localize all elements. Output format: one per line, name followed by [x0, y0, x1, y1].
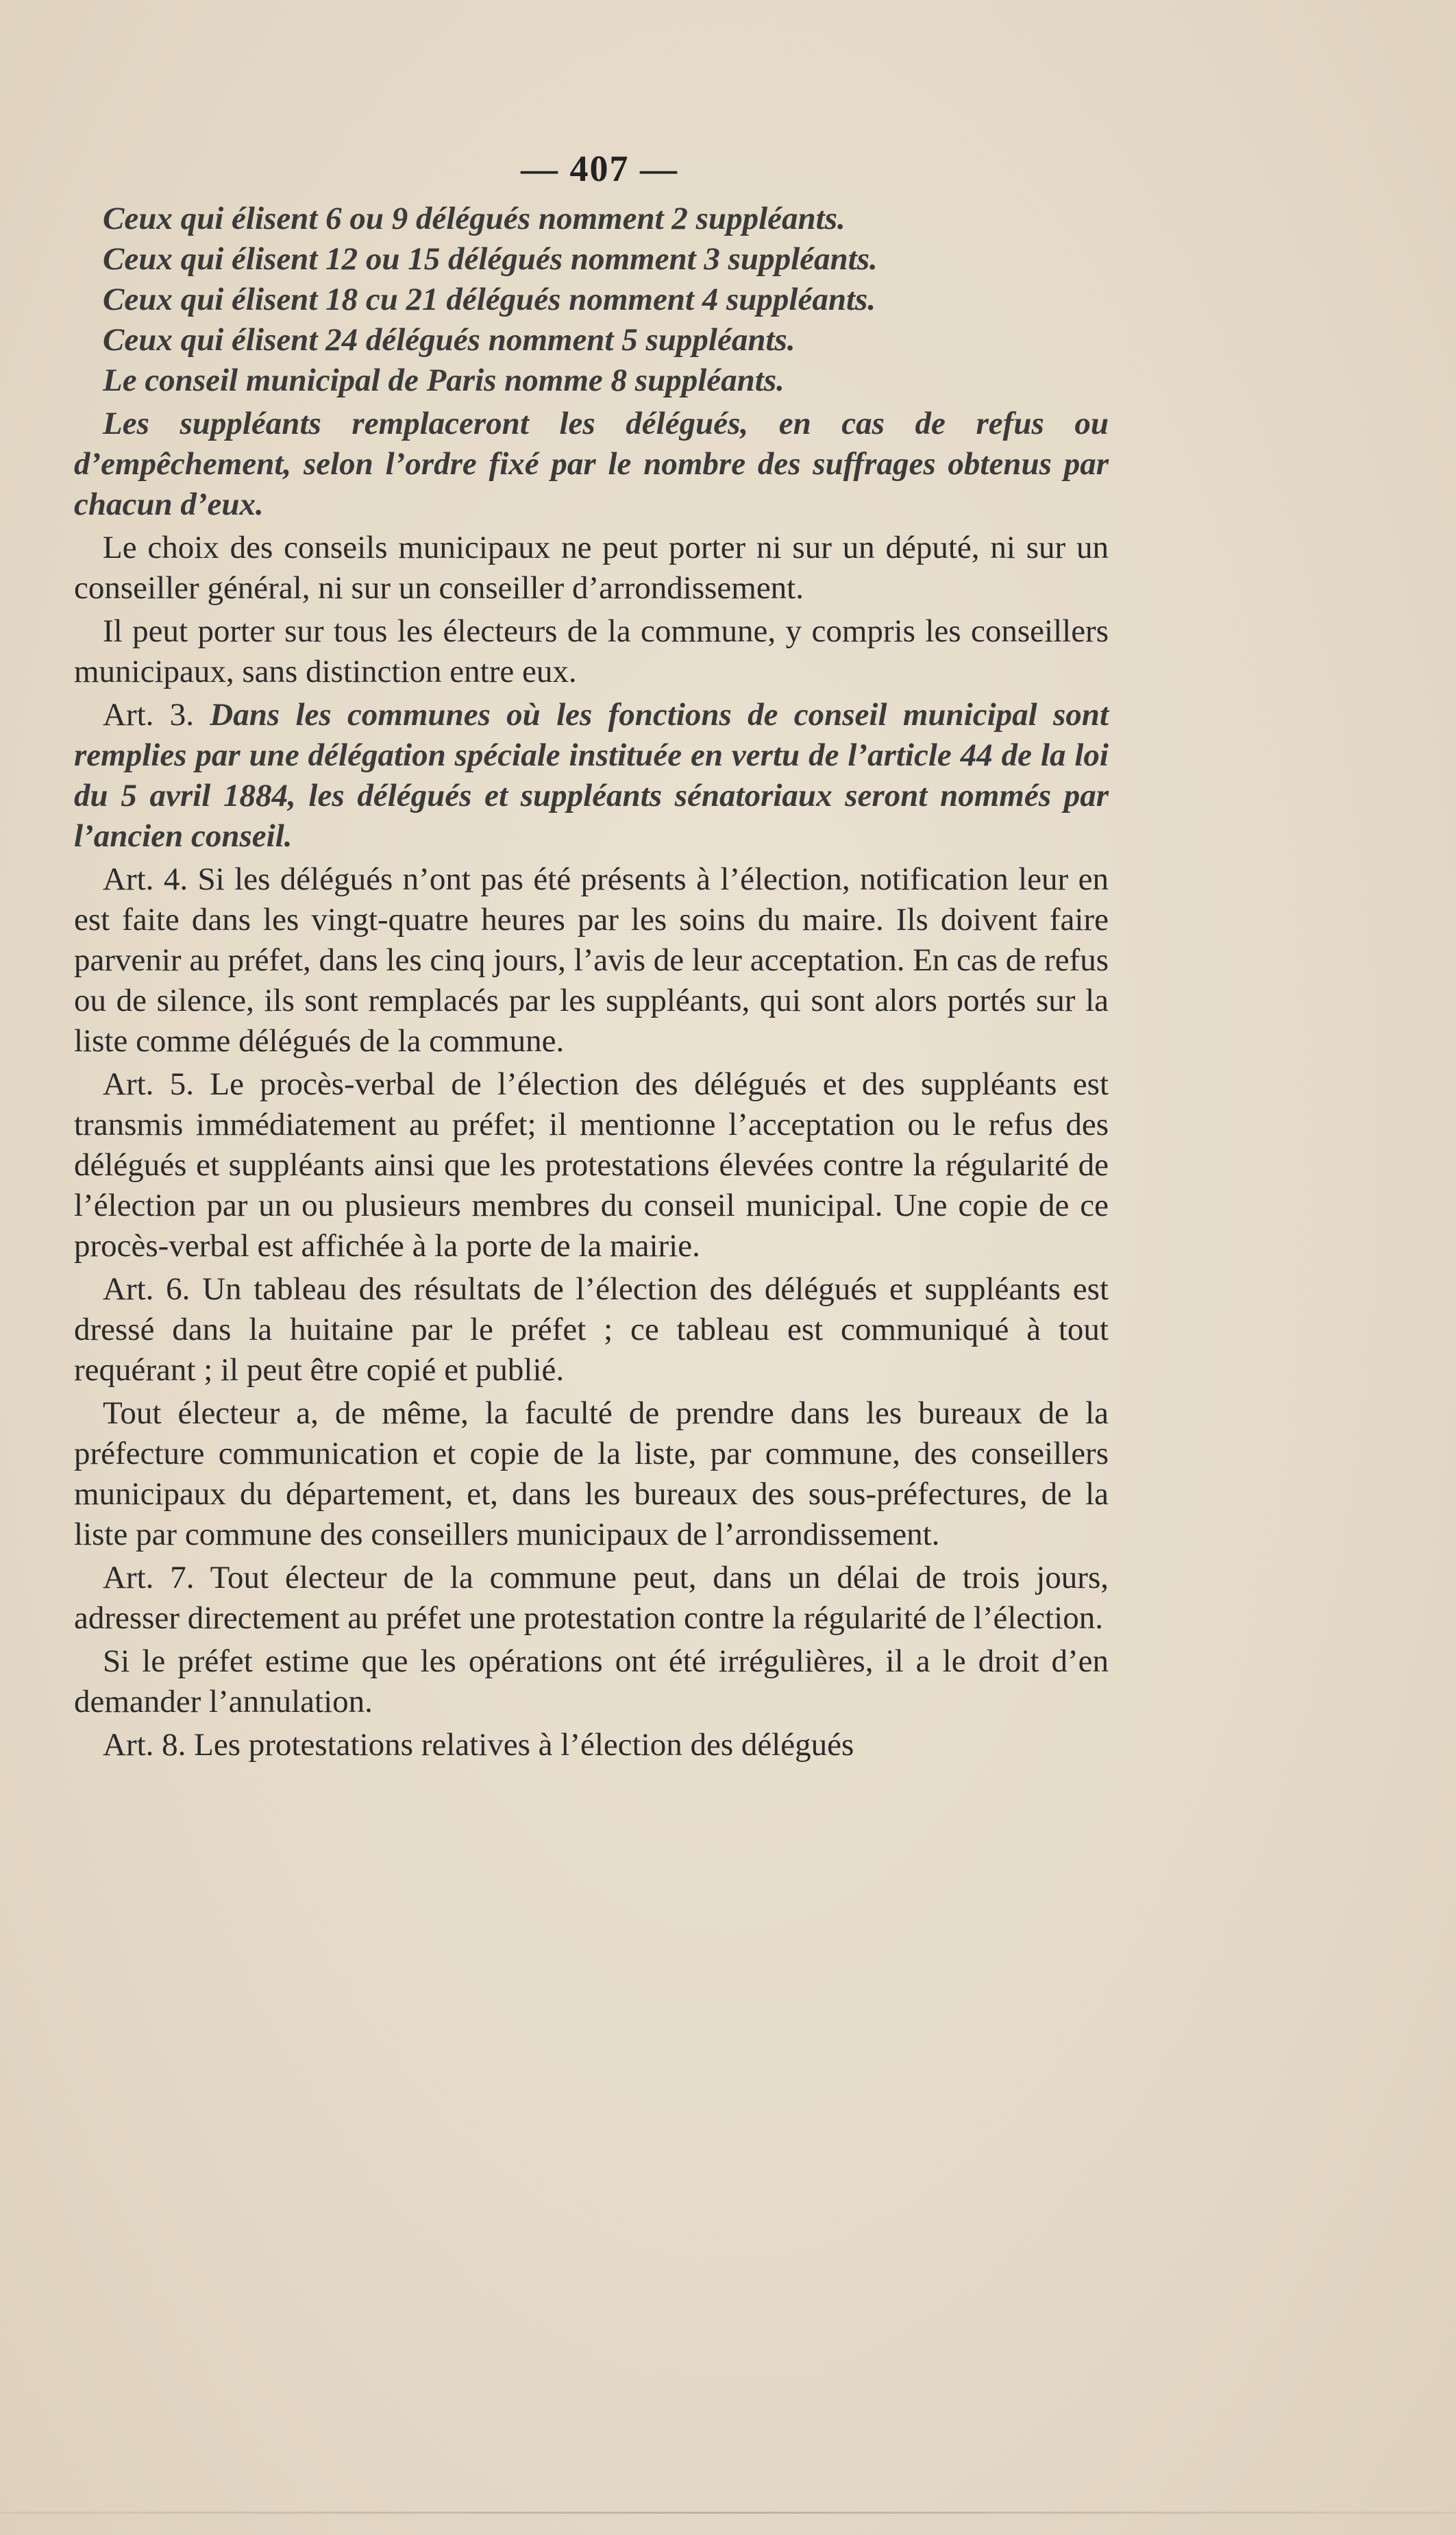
intro-line-2: Ceux qui élisent 12 ou 15 délégués nomment 3 suppléants.	[103, 241, 878, 277]
article-6	[74, 1269, 1109, 1391]
article-8	[74, 1725, 1109, 1765]
article-7-text: Tout électeur de la commune peut, dans un délai de trois jours, adresser directement au préfet une protestation contre la régularité de l’élection.	[74, 1560, 1109, 1636]
article-5	[74, 1064, 1109, 1266]
article-4	[74, 859, 1109, 1062]
article-7-label: Art. 7.	[103, 1560, 195, 1595]
intro-line-1: Ceux qui élisent 6 ou 9 délégués nomment 2 suppléants.	[103, 201, 846, 236]
page-bottom-edge	[0, 2512, 1456, 2514]
paragraph-porter: Il peut porter sur tous les électeurs de la commune, y compris les conseillers municipaux, sans distinction entre eux.	[74, 613, 1109, 689]
article-6-label: Art. 6.	[103, 1271, 190, 1307]
page-number: — 407 —	[521, 148, 678, 189]
article-8-text: Les protestations relatives à l’élection des délégués	[194, 1727, 854, 1763]
document-body	[74, 199, 1109, 1765]
paragraph-electeur: Tout électeur a, de même, la faculté de prendre dans les bureaux de la préfecture communication et copie de la liste, par commune, des conseillers municipaux du département, et, dans les bureaux des sous-préfectures, de la liste par commune des conseillers municipaux de l’arrondissement.	[74, 1395, 1109, 1552]
paragraph-choix: Le choix des conseils municipaux ne peut porter ni sur un député, ni sur un conseiller général, ni sur un conseiller d’arrondissement.	[74, 530, 1109, 606]
article-3-text: Dans les communes où les fonctions de conseil municipal sont remplies par une délégation spéciale instituée en vertu de l’article 44 de la loi du 5 avril 1884, les délégués et suppléants sénatoriaux seront nommés par l’ancien conseil.	[74, 697, 1109, 854]
paragraph-prefet: Si le préfet estime que les opérations ont été irrégulières, il a le droit d’en demander l’annulation.	[74, 1643, 1109, 1719]
intro-line-5: Le conseil municipal de Paris nomme 8 suppléants.	[103, 363, 785, 398]
paragraph-suppleants: Les suppléants remplaceront les délégués, en cas de refus ou d’empêchement, selon l’ordre fixé par le nombre des suffrages obtenus par chacun d’eux.	[74, 406, 1109, 522]
article-4-label: Art. 4.	[103, 861, 188, 897]
article-7	[74, 1558, 1109, 1639]
article-5-text: Le procès-verbal de l’élection des délégués et des suppléants est transmis immédiatement au préfet; il mentionne l’acceptation ou le refus des délégués et suppléants ainsi que les protestations élevées contre la régularité de l’élection par un ou plusieurs membres du conseil municipal. Une copie de ce procès-verbal est affichée à la porte de la mairie.	[74, 1066, 1109, 1264]
article-5-label: Art. 5.	[103, 1066, 195, 1102]
intro-line-4: Ceux qui élisent 24 délégués nomment 5 suppléants.	[103, 322, 795, 358]
article-3	[74, 695, 1109, 857]
article-8-label: Art. 8.	[103, 1727, 186, 1763]
article-3-label: Art. 3.	[103, 697, 194, 733]
intro-line-3: Ceux qui élisent 18 cu 21 délégués nomment 4 suppléants.	[103, 282, 876, 317]
article-6-text: Un tableau des résultats de l’élection des délégués et suppléants est dressé dans la huitaine par le préfet ; ce tableau est communiqué à tout requérant ; il peut être copié et publié.	[74, 1271, 1109, 1388]
article-4-text: Si les délégués n’ont pas été présents à l’élection, notification leur en est faite dans les vingt-quatre heures par les soins du maire. Ils doivent faire parvenir au préfet, dans les cinq jours, l’avis de leur acceptation. En cas de refus ou de silence, ils sont remplacés par les suppléants, qui sont alors portés sur la liste comme délégués de la commune.	[74, 861, 1109, 1059]
